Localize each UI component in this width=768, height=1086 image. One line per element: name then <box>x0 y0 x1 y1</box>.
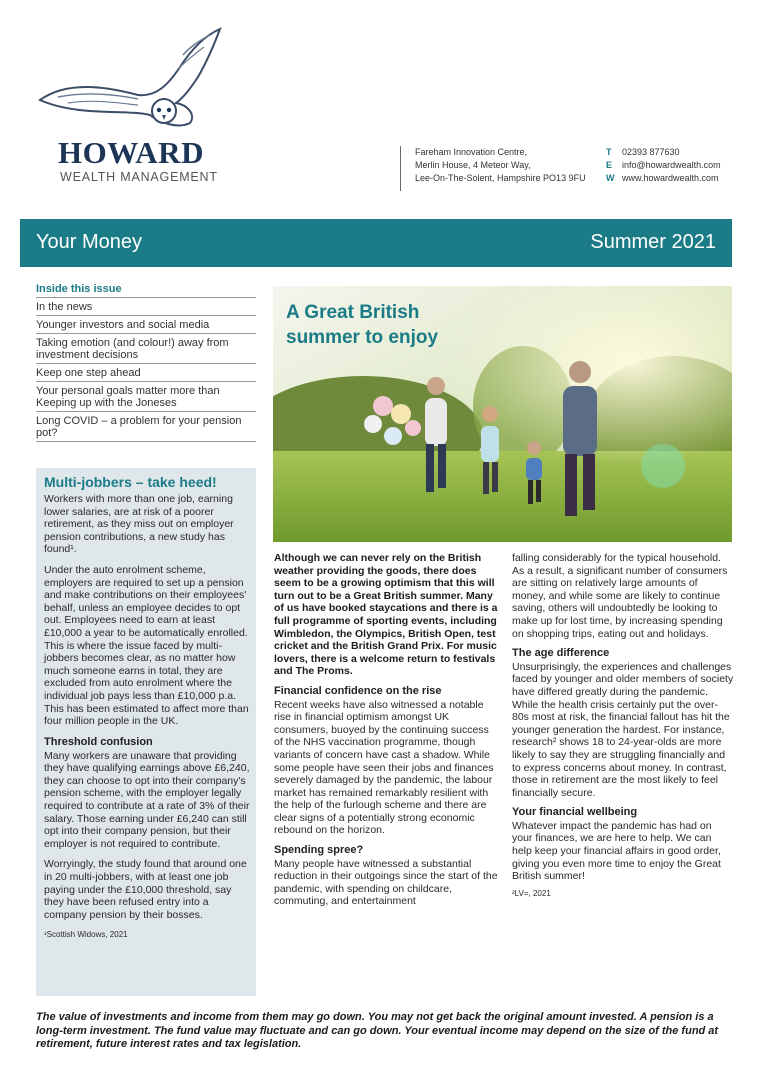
address-line: Lee-On-The-Solent, Hampshire PO13 9FU <box>415 173 586 183</box>
phone-label: T <box>606 147 612 157</box>
paragraph: Whatever impact the pandemic has had on your finances, we are here to help. We can help keep your financial affairs in good order, giving you even more time to enjoy the Great British summer! <box>512 819 721 883</box>
contents-item: Long COVID – a problem for your pension pot? <box>36 412 256 442</box>
multi-jobbers-box <box>36 468 256 996</box>
feature-title: A Great British summer to enjoy <box>286 302 439 348</box>
contents-item: Keep one step ahead <box>36 364 256 382</box>
contents-heading: Inside this issue <box>36 283 122 295</box>
footnote: ¹Scottish Widows, 2021 <box>44 930 128 940</box>
contents-list <box>36 283 256 442</box>
contents-item: Taking emotion (and colour!) away from investment decisions <box>36 334 256 364</box>
feature-column-2 <box>512 552 734 907</box>
issue-date: Summer 2021 <box>590 231 716 253</box>
contents-item: Your personal goals matter more than Keeping up with the Joneses <box>36 382 256 412</box>
box-title: Multi-jobbers – take heed! <box>44 474 217 490</box>
paragraph: falling considerably for the typical household. As a result, a significant number of consumers are sitting on relatively large amounts of money, and while some are likely to continue saving, others will undoubtedly be looking to make up for lost time, by increasing spending on shopping trips, eating out and holidays. <box>512 552 728 640</box>
email-label: E <box>606 160 613 170</box>
address-line: Merlin House, 4 Meteor Way, <box>415 160 531 170</box>
website-link[interactable]: www.howardwealth.com <box>622 173 719 183</box>
newsletter-banner <box>20 219 732 267</box>
paragraph: Unsurprisingly, the experiences and challenges faced by younger and older members of society have differed greatly during the pandemic. While the health crisis certainly put the over-80s most at risk, the financial fallout has hit the younger generation the hardest. For instance, research² shows 18 to 24-year-olds are more likely to say they are struggling financially and to express concerns about money. In contrast, those in retirement are the most likely to feel financially secure. <box>512 660 734 799</box>
footnote: ²LV=, 2021 <box>512 888 551 898</box>
paragraph: Many people have witnessed a substantial reduction in their outgoings since the start of the pandemic, with spending on childcare, commuting, and entertainment <box>274 857 498 908</box>
paragraph: Worryingly, the study found that around one in 20 multi-jobbers, with at least one job paying under the £10,000 threshold, say they have been refused entry into a company pension by their bosses. <box>44 858 247 921</box>
contact-details <box>606 146 721 185</box>
address-line: Fareham Innovation Centre, <box>415 147 528 157</box>
risk-disclaimer: The value of investments and income from them may go down. You may not get back the original amount invested. A pension is a long-term investment. The fund value may fluctuate and can go down. Your eventual income may depend on the size of the fund at retirement, future interest rates and tax legislation. <box>36 1011 719 1050</box>
web-label: W <box>606 173 615 183</box>
brand-name: HOWARD <box>58 135 204 170</box>
brand-subtitle: WEALTH MANAGEMENT <box>60 170 218 184</box>
email-link[interactable]: info@howardwealth.com <box>622 160 721 170</box>
contents-item: In the news <box>36 298 256 316</box>
newsletter-title: Your Money <box>36 231 142 253</box>
subheading: The age difference <box>512 647 610 660</box>
subheading: Your financial wellbeing <box>512 806 638 819</box>
paragraph: Many workers are unaware that providing they have qualifying earnings above £6,240, they can choose to opt into their company's pension scheme, with the employer legally required to contribute at a rate of 3% of their salary. Those earning under £6,240 can still opt into their company pension, but their employer is not required to contribute. <box>44 749 250 850</box>
phone-number[interactable]: 02393 877630 <box>622 147 680 157</box>
lead-paragraph: Although we can never rely on the British weather providing the goods, there does seem to be a growing optimism that this will turn out to be a Great British summer. Many of us have booked staycations and there is a full programme of sporting events, including Wimbledon, the Olympics, British Open, test cricket and the British Grand Prix. For music lovers, there is a welcome return to festivals and The Proms. <box>274 552 498 678</box>
paragraph: Workers with more than one job, earning lower salaries, are at risk of a poorer retirement, as they miss out on employer pension contributions, a new study has found¹. <box>44 493 234 556</box>
contact-address <box>400 146 586 191</box>
contents-item: Younger investors and social media <box>36 316 256 334</box>
subheading: Financial confidence on the rise <box>274 684 442 697</box>
paragraph: Under the auto enrolment scheme, employers are required to set up a pension and make contributions on their employees' behalf, unless an employee decides to opt out. Employees need to earn at least £10,000 a year to be automatically enrolled. This is where the issue faced by multi-jobbers becomes clear, as no matter how much someone earns in total, they are excluded from auto enrolment where the individual job pays less than £10,000 p.a. This has been estimated to affect more than four million people in the UK. <box>44 563 249 728</box>
paragraph: Recent weeks have also witnessed a notable rise in financial optimism amongst UK consumers, buoyed by the continuing success of the NHS vaccination programme, though variants of concern have cast a shadow. While some people have seen their jobs and finances severely damaged by the pandemic, the labour market has remained remarkably resilient with the help of the furlough scheme and there are clear signs of a potentially strong economic rebound on the horizon. <box>274 698 494 837</box>
feature-column-1 <box>274 552 498 915</box>
subheading: Threshold confusion <box>44 735 153 748</box>
subheading: Spending spree? <box>274 844 364 857</box>
